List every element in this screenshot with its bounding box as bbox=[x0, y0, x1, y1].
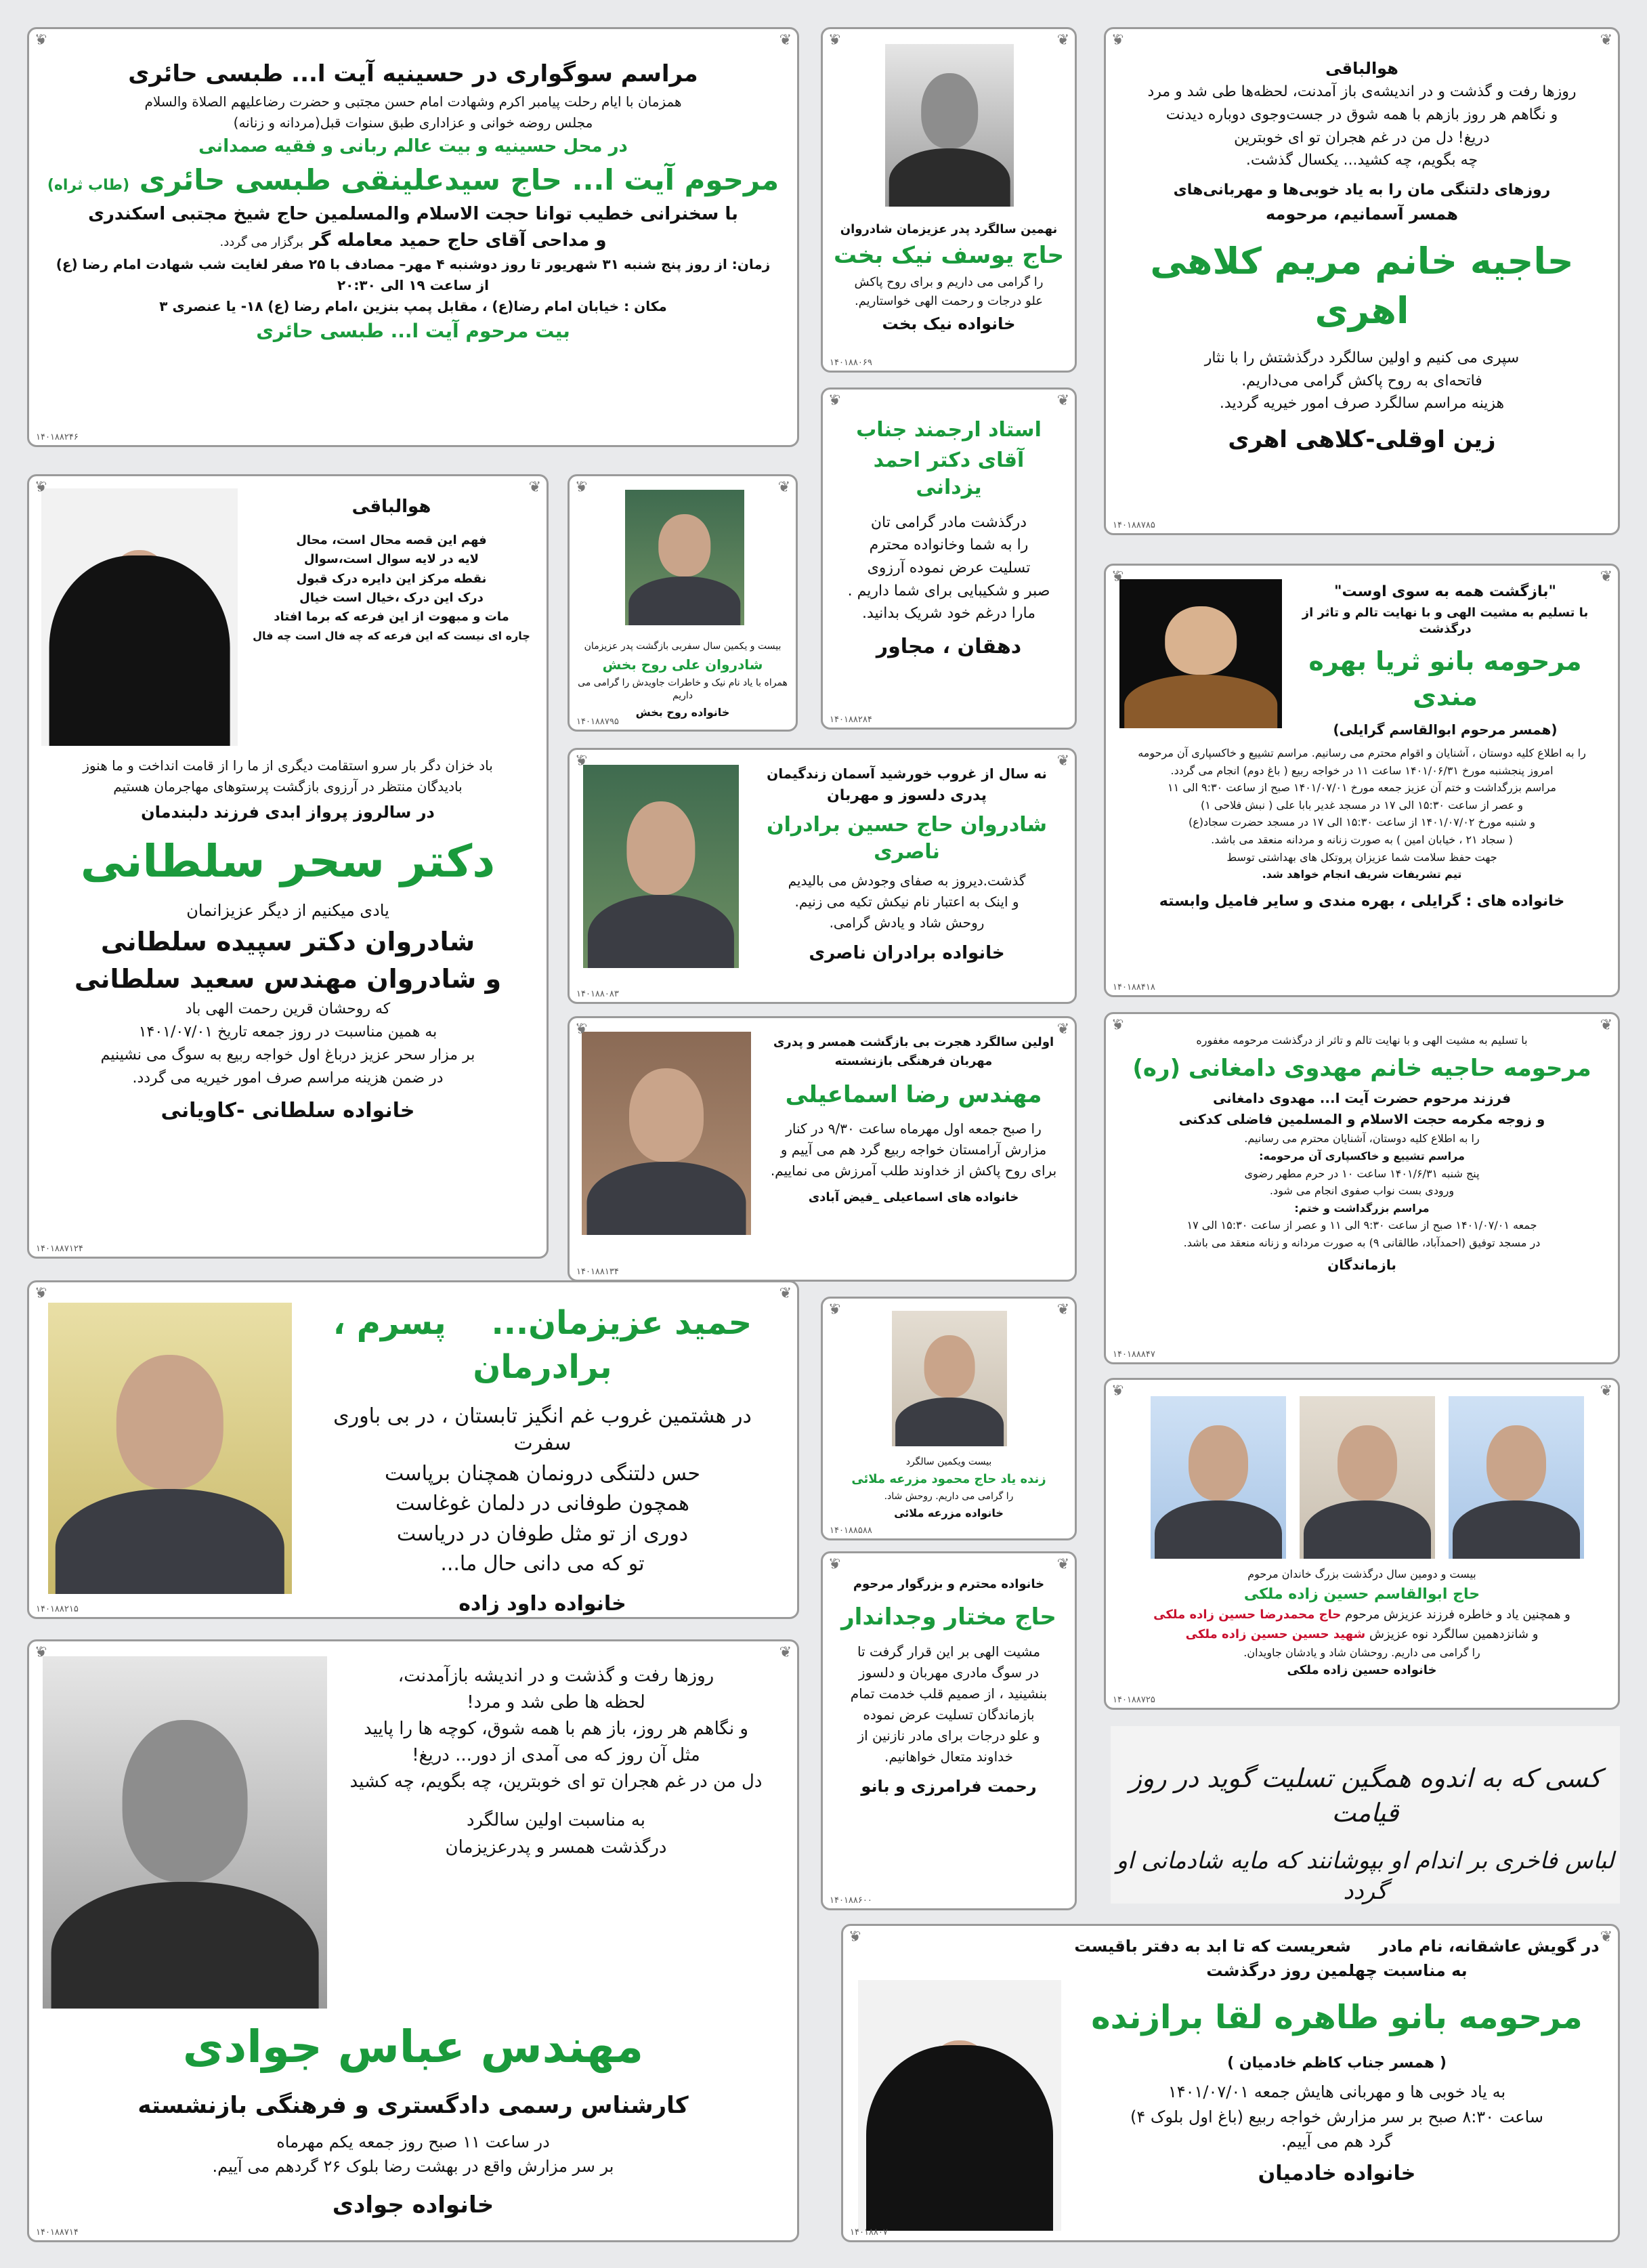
notice-mourning-ceremony bbox=[27, 27, 799, 447]
ad-code: ۱۴۰۱۸۸۰۸۳ bbox=[576, 989, 619, 999]
notice-line: را گرامی می داریم و برای روح پاکش bbox=[854, 275, 1044, 290]
notice-location: مکان : خیابان امام رضا(ع) ، مقابل پمپ بنزین ،امام رضا (ع) ۱۸- یا عنصری ۳ bbox=[159, 297, 667, 314]
notice-line: در مسجد توفیق (احمدآباد، طالقانی ۹) به صورت مردانه و زنانه منعقد می باشد. bbox=[1183, 1236, 1541, 1250]
portrait-photo bbox=[1449, 1396, 1584, 1559]
poem-line: نقطه مرکز این دایره درک قبول bbox=[296, 571, 487, 586]
deceased-name-text: مرحوم آیت ا... حاج سیدعلینقی طبسی حائری bbox=[139, 163, 779, 196]
notice-signature: خانواده جوادی bbox=[332, 2191, 494, 2219]
poem-line: مثل آن روز که می آمدی از دور... دریغ! bbox=[412, 1745, 700, 1766]
notice-line: در سوگ مادری مهربان و دلسوز bbox=[858, 1664, 1040, 1681]
notice-nikbakht bbox=[821, 27, 1077, 373]
portrait-photo bbox=[583, 765, 739, 968]
notice-line: تیم تشریفات شریف انجام خواهد شد. bbox=[1262, 868, 1462, 881]
notice-line: ❦ با تسلیم به مشیت الهی و با نهایت تالم و تاثر از درگذشت مرحومه مغفوره bbox=[1196, 1034, 1528, 1047]
ad-code: ۱۴۰۱۸۸۸۴۷ bbox=[1113, 1349, 1155, 1360]
portrait-photo bbox=[41, 488, 238, 746]
notice-line: سپری می کنیم و اولین سالگرد درگذشتش را با نثار bbox=[1204, 350, 1520, 366]
poem-line: لایه در لایه سوال است،سوال bbox=[303, 552, 479, 567]
notice-line: همزمان با ایام رحلت پیامبر اکرم وشهادت امام حسن مجتبی و حضرت رضاعلیهم الصلاة والسلام bbox=[144, 93, 682, 110]
notice-line: ❦ اولین سالگرد هجرت بی بازگشت همسر و پدری bbox=[773, 1035, 1054, 1049]
calligraphy-line: لباس فاخری بر اندام او بپوشانند که مایه شادمانی او گردد bbox=[1116, 1847, 1614, 1906]
notice-line: بر سر مزارش واقع در بهشت رضا بلوک ۲۶ گردهم می آییم. bbox=[212, 2157, 614, 2177]
notice-line: ❦ نهمین سالگرد پدر عزیزمان شادروان bbox=[840, 222, 1058, 236]
notice-line: را به اطلاع کلیه دوستان، آشنایان محترم می رسانیم. bbox=[1244, 1132, 1480, 1146]
poem-line: روزها رفت و گذشت و در اندیشه‌ی باز آمدنت، لحظه‌ها طی شد و مرد bbox=[1147, 83, 1577, 101]
portrait-photo bbox=[858, 1980, 1061, 2231]
notice-vejdandar bbox=[821, 1551, 1077, 1910]
notice-line: که روحشان قرین رحمت الهی باد bbox=[185, 1001, 391, 1018]
notice-soltani bbox=[27, 474, 549, 1259]
notice-signature: خانواده برادران ناصری bbox=[809, 942, 1005, 963]
notice-davoudzadeh bbox=[27, 1280, 799, 1619]
notice-line: ورودی بست نواب صفوی انجام می شود. bbox=[1269, 1184, 1455, 1198]
notice-line: بر مزار سحر عزیز درباغ اول خواجه ربیع به سوگ می نشینیم bbox=[100, 1046, 475, 1064]
notice-line: و زوجه مکرمه حجت الاسلام و المسلمین فاضلی کدکنی bbox=[1178, 1111, 1545, 1128]
ad-code: ۱۴۰۱۸۸۰۶۹ bbox=[830, 358, 872, 368]
notice-line: (همسر مرحوم ابوالقاسم گرایلی) bbox=[1333, 721, 1558, 738]
calligraphy-quote bbox=[1111, 1726, 1620, 1904]
calligraphy-line: کسی که به اندوه همگین تسلیت گوید در روز قیامت bbox=[1129, 1763, 1602, 1828]
poem-line: دوری از تو مثل طوفان در دریاست bbox=[396, 1521, 689, 1546]
ad-code: ۱۴۰۱۸۸۷۸۵ bbox=[1113, 520, 1155, 530]
poem-line: دریغ! دل من در غم هجران تو ای خوبترین bbox=[1234, 129, 1490, 146]
notice-signature: خانواده خادمیان bbox=[1258, 2162, 1416, 2186]
poem-line: و نگاهم هر روز، باز هم با همه شوق، کوچه ها را پایید bbox=[364, 1719, 748, 1740]
notice-signature: خانواده داود زاده bbox=[458, 1591, 626, 1616]
ad-code: ۱۴۰۱۸۸۰۷ bbox=[850, 2227, 888, 2238]
title-part: حمید عزیزمان... bbox=[491, 1304, 752, 1342]
deceased-name: دکتر سحر سلطانی bbox=[80, 835, 496, 888]
notice-line: و شنبه مورخ ۱۴۰۱/۰۷/۰۲ از ساعت ۱۵:۳۰ الی ۱۷ در مسجد حضرت سجاد(ع) bbox=[1189, 816, 1535, 829]
notice-line: در ضمن هزینه مراسم صرف امور خیریه می گردد. bbox=[132, 1069, 444, 1087]
portrait-photo bbox=[885, 44, 1014, 207]
notice-line: ❦ بیست و یکمین سال سفربی بازگشت پدر عزیزمان bbox=[584, 641, 782, 652]
notice-line: ❦ نه سال از غروب خورشید آسمان زندگیمان bbox=[767, 765, 1047, 782]
notice-line: خداوند متعال خواهانیم. bbox=[884, 1748, 1014, 1765]
notice-signature: خانواده مزرعه ملائی bbox=[894, 1507, 1004, 1520]
notice-line: روزهای دلتنگی مان را به یاد خوبی‌ها و مهربانی‌های bbox=[1173, 182, 1551, 199]
notice-line: را به شما وخانواده محترم bbox=[869, 537, 1029, 554]
notice-line: را صبح جمعه اول مهرماه ساعت ۹/۳۰ در کنار bbox=[786, 1120, 1042, 1137]
notice-line-text: برگزار می گردد. bbox=[219, 234, 303, 249]
ad-code: ۱۴۰۱۸۸۷۹۵ bbox=[576, 717, 619, 727]
poem-line: دل من در غم هجران تو ای خوبترین، چه بگویم، چه کشید bbox=[349, 1771, 763, 1792]
notice-time: از ساعت ۱۹ الی ۲۰:۳۰ bbox=[337, 276, 490, 293]
notice-line: و عصر از ساعت ۱۵:۳۰ الی ۱۷ در مسجد غدیر بابا علی ( نبش فلاحی ۱) bbox=[1200, 798, 1524, 812]
notice-line: گرد هم می آییم. bbox=[1281, 2132, 1392, 2151]
notice-rouhbakhsh bbox=[568, 474, 798, 732]
notice-line bbox=[1114, 1626, 1610, 1643]
notice-line: فاتحه‌ای به روح پاکش گرامی می‌داریم. bbox=[1241, 372, 1482, 390]
notice-line: را گرامی می داریم. روحش شاد. bbox=[884, 1491, 1014, 1503]
notice-line: مراسم تشییع و خاکسپاری آن مرحومه: bbox=[1259, 1150, 1465, 1163]
notice-title bbox=[1069, 1935, 1604, 1957]
deceased-name: مرحومه بانو ثریا بهره مندی bbox=[1308, 646, 1582, 711]
notice-mazraeh-mollaei bbox=[821, 1297, 1077, 1540]
notice-line: به مناسبت اولین سالگرد bbox=[466, 1810, 646, 1831]
poem-line: لحظه ها طی شد و مرد! bbox=[467, 1692, 645, 1713]
ad-code: ۱۴۰۱۸۸۲۸۴ bbox=[830, 715, 872, 725]
notice-line: بنشینید ، از صمیم قلب خدمت تمام bbox=[850, 1685, 1048, 1702]
notice-line: کارشناس رسمی دادگستری و فرهنگی بازنشسته bbox=[137, 2092, 689, 2120]
deceased-name-3: شهید حسین حسین زاده ملکی bbox=[1185, 1626, 1366, 1641]
deceased-name: زنده یاد حاج محمود مزرعه ملائی bbox=[851, 1471, 1046, 1486]
notice-line: به یاد خوبی ها و مهربانی هایش جمعه ۱۴۰۱/۰۷/۰۱ bbox=[1168, 2082, 1506, 2102]
notice-title: ❦ هوالباقی bbox=[1325, 59, 1398, 78]
deceased-name: حاجیه خانم مریم کلاهی اهری bbox=[1150, 240, 1574, 333]
poem-line: در هشتمین غروب غم انگیز تابستان ، در بی باوری سفرت bbox=[333, 1404, 752, 1456]
notice-line: ❦ خانواده محترم و بزرگوار مرحوم bbox=[853, 1577, 1045, 1591]
notice-line: بادیدگان منتظر در آرزوی بازگشت پرستوهای مهاجرمان هستیم bbox=[113, 778, 463, 795]
poem-part: در گویش عاشقانه، نام مادر bbox=[1379, 1937, 1600, 1956]
ad-code: ۱۴۰۱۸۸۷۱۲۴ bbox=[36, 1244, 83, 1254]
portrait-photo bbox=[43, 1656, 327, 2009]
notice-line: ❦ استاد ارجمند جناب bbox=[856, 418, 1042, 442]
notice-line: گذشت.دیروز به صفای وجودش می بالیدیم bbox=[788, 872, 1026, 889]
notice-esmaeili bbox=[568, 1016, 1077, 1282]
notice-title bbox=[305, 1301, 779, 1389]
portrait-photo bbox=[582, 1032, 751, 1235]
deceased-name-2: شادروان دکتر سپیده سلطانی bbox=[100, 926, 475, 957]
notice-signature: خانواده سلطانی -کاویانی bbox=[161, 1099, 415, 1123]
notice-barazandeh bbox=[841, 1924, 1620, 2242]
notice-line: ❦ بیست ویکمین سالگرد bbox=[905, 1456, 992, 1467]
deceased-name bbox=[44, 161, 782, 200]
poem-line: چاره ای نیست که این فرعه که چه فال است چه فال bbox=[253, 629, 530, 642]
ad-code: ۱۴۰۱۸۸۷۲۵ bbox=[1113, 1695, 1155, 1705]
notice-line: مشیت الهی بر این قرار گرفت تا bbox=[857, 1643, 1041, 1660]
poem-part: شعریست که تا ابد به دفتر باقیست bbox=[1074, 1937, 1351, 1956]
notice-line: همراه با یاد نام نیک و خاطرات جاویدش را گرامی می داریم bbox=[578, 677, 788, 701]
notice-signature: خانواده های اسماعیلی _فیض آبادی bbox=[808, 1190, 1019, 1205]
notice-line: مراسم بزرگداشت و ختم: bbox=[1294, 1201, 1430, 1215]
notice-line: فرزند مرحوم حضرت آیت ا... مهدوی دامغانی bbox=[1212, 1090, 1512, 1107]
notice-line: درگذشت مادر گرامی تان bbox=[870, 513, 1027, 531]
notice-signature: خانواده روح بخش bbox=[635, 705, 730, 719]
notice-line: با سخنرانی خطیب توانا حجت الاسلام والمسلمین حاج شیخ مجتبی اسکندری bbox=[88, 203, 738, 224]
notice-line: تسلیت عرض نموده آرزوی bbox=[867, 559, 1031, 576]
notice-signature: رحمت فرامرزی و بانو bbox=[861, 1777, 1037, 1797]
notice-line bbox=[1114, 1607, 1610, 1623]
notice-title: ❦ "بازگشت همه به سوی اوست" bbox=[1334, 583, 1556, 600]
notice-signature: بازماندگان bbox=[1327, 1256, 1396, 1273]
notice-line: ❦ بیست و دومین سال درگذشت بزرگ خاندان مرحوم bbox=[1247, 1568, 1476, 1580]
notice-line: ( همسر جناب کاظم خادمیان ) bbox=[1227, 2054, 1447, 2072]
notice-line-text: و همچنین یاد و خاطره فرزند عزیزش مرحوم bbox=[1345, 1608, 1570, 1622]
poem-line: همچون طوفانی در دلمان غوغاست bbox=[395, 1492, 689, 1516]
ad-code: ۱۴۰۱۸۸۶۰۰ bbox=[830, 1895, 872, 1906]
deceased-name: حاج ابوالقاسم حسین زاده ملکی bbox=[1243, 1585, 1480, 1603]
deceased-name: حاج یوسف نیک بخت bbox=[833, 242, 1065, 270]
notice-line: برای روح پاکش از خداوند طلب آمرزش می نماییم. bbox=[770, 1162, 1057, 1179]
notice-line: علو درجات و رحمت الهی خواستاریم. bbox=[854, 294, 1044, 309]
notice-line: یادی میکنیم از دیگر عزیزانمان bbox=[186, 901, 389, 921]
ad-code: ۱۴۰۱۸۸۱۳۴ bbox=[576, 1267, 619, 1277]
recipient-name: آقای دکتر احمد یزدانی bbox=[873, 448, 1025, 499]
notice-hosseinzadeh-maleki bbox=[1104, 1378, 1620, 1710]
notice-signature: خانواده حسین زاده ملکی bbox=[1287, 1663, 1437, 1678]
notice-line: را به اطلاع کلیه دوستان ، آشنایان و اقوام محترم می رسانیم. مراسم تشییع و خاکسپاری آن مرحومه bbox=[1138, 747, 1586, 759]
ad-code: ۱۴۰۱۸۸۵۸۸ bbox=[830, 1526, 872, 1536]
notice-line: جمعه ۱۴۰۱/۰۷/۰۱ صبح از ساعت ۹:۳۰ الی ۱۱ و عصر از ساعت ۱۵:۳۰ الی ۱۷ bbox=[1186, 1219, 1537, 1232]
notice-line: ساعت ۸:۳۰ صبح بر سر مزارش خواجه ربیع (باغ اول بلوک ۴) bbox=[1130, 2107, 1544, 2126]
deceased-name-tag: (طاب ثراه) bbox=[47, 176, 130, 194]
notice-title: ❦ مراسم سوگواری در حسینیه آیت ا... طبسی حائری bbox=[128, 60, 698, 87]
notice-line-text: و شانزدهمین سالگرد نوه عزیزش bbox=[1369, 1626, 1539, 1641]
notice-javadi bbox=[27, 1639, 799, 2242]
notice-title: ❦ هوالباقی bbox=[351, 497, 431, 517]
notice-line: روحش شاد و یادش گرامی. bbox=[829, 914, 985, 931]
notice-line: هزینه مراسم سالگرد صرف امور خیریه گردید. bbox=[1219, 395, 1505, 413]
deceased-name: شادروان علی روح بخش bbox=[602, 656, 763, 673]
poem-line: و نگاهم هر روز بازهم با همه شوق در جست‌وجوی دوباره دیدنت bbox=[1165, 106, 1558, 124]
notice-signature: خانواده های : گرایلی ، بهره مندی و سایر فامیل وابسته bbox=[1159, 892, 1565, 910]
poem-line: فهم این قصه محال است، محال bbox=[296, 533, 487, 548]
deceased-name: مهندس رضا اسماعیلی bbox=[785, 1080, 1042, 1108]
poem-line: چه بگویم، چه کشید... یکسال گذشت. bbox=[1245, 152, 1478, 169]
notice-line: به همین مناسبت در روز جمعه تاریخ ۱۴۰۱/۰۷/۰۱ bbox=[138, 1024, 437, 1041]
notice-line: با تسلیم به مشیت الهی و با نهایت تالم و تاثر از درگذشت bbox=[1302, 605, 1589, 636]
notice-mahdavi-damghani bbox=[1104, 1012, 1620, 1364]
notice-naseri bbox=[568, 748, 1077, 1004]
notice-line: مارا درغم خود شریک بدانید. bbox=[862, 605, 1035, 623]
notice-yazdani bbox=[821, 387, 1077, 730]
notice-line: مهربان فرهنگی بازنشسته bbox=[834, 1054, 993, 1069]
notice-signature: بیت مرحوم آیت ا... طبسی حائری bbox=[256, 319, 570, 342]
deceased-name-3: و شادروان مهندس سعید سلطانی bbox=[74, 964, 502, 994]
notice-line: و اینک به اعتبار نام نیکش تکیه می زنیم. bbox=[794, 893, 1019, 910]
notice-line: همسر آسمانیم، مرحومه bbox=[1265, 204, 1458, 224]
ad-code: ۱۴۰۱۸۸۷۱۴ bbox=[36, 2227, 79, 2238]
notice-line: را گرامی می داریم. روحشان شاد و یادشان جاویدان. bbox=[1243, 1645, 1480, 1659]
notice-line bbox=[44, 229, 782, 253]
notice-line: پنج شنبه ۱۴۰۱/۶/۳۱ ساعت ۱۰ در حرم مطهر رضوی bbox=[1244, 1167, 1480, 1180]
notice-line: باد خزان دگر بار سرو استقامت دیگری از ما را از قامت انداخت و ما هنوز bbox=[83, 757, 493, 774]
portrait-photo bbox=[1300, 1396, 1435, 1559]
poem-line: تو که می دانی حال ما... bbox=[440, 1552, 645, 1576]
notice-line: بازماندگان تسلیت عرض نموده bbox=[863, 1706, 1035, 1723]
notice-bahremandi bbox=[1104, 564, 1620, 997]
ad-code: ۱۴۰۱۸۸۲۱۵ bbox=[36, 1604, 79, 1614]
poem-line: حس دلتنگی درونمان همچنان برپاست bbox=[384, 1461, 701, 1486]
deceased-name-2: حاج محمدرضا حسین زاده ملکی bbox=[1153, 1608, 1342, 1622]
notice-line: به مناسبت چهلمین روز درگذشت bbox=[1206, 1961, 1468, 1981]
portrait-photo bbox=[48, 1303, 292, 1594]
notice-line: ( سجاد ۲۱ ، خیابان امین ) به صورت زنانه و مردانه منعقد می باشد. bbox=[1211, 833, 1513, 846]
portrait-photo bbox=[1119, 579, 1282, 728]
poem-line: ❦ روزها رفت و گذشت و در اندیشه بازآمدنت، bbox=[398, 1666, 714, 1686]
notice-line: در ساعت ۱۱ صبح روز جمعه یکم مهرماه bbox=[276, 2132, 550, 2151]
deceased-name: مرحومه حاجیه خانم مهدوی دامغانی (ره) bbox=[1132, 1054, 1591, 1082]
notice-line: در محل حسینیه و بیت عالم ربانی و فقیه صمدانی bbox=[198, 135, 628, 156]
poem-line: مات و مبهوت از این فرعه که برما افتاد bbox=[274, 610, 509, 625]
notice-line: جهت حفظ سلامت شما عزیزان پروتکل های بهداشتی توسط bbox=[1226, 850, 1497, 864]
notice-line-text: و مداحی آقای حاج حمید معامله گر bbox=[309, 230, 607, 251]
notice-time: زمان: از روز پنج شنبه ۳۱ شهریور تا روز دوشنبه ۴ مهر– مصادف با ۲۵ صفر لغایت شب شهادت امام رضا (ع) bbox=[56, 255, 771, 272]
notice-line: در سالروز پرواز ابدی فرزند دلبندمان bbox=[141, 803, 435, 822]
notice-line: مراسم بزرگداشت و ختم آن عزیز جمعه مورخ ۱۴۰۱/۰۷/۰۱ صبح از ساعت ۹:۳۰ الی ۱۱ bbox=[1168, 781, 1556, 795]
deceased-name: مهندس عباس جوادی bbox=[182, 2021, 644, 2073]
title-part: پسرم ، برادرمان bbox=[333, 1304, 612, 1386]
notice-line: درگذشت همسر و پدرعزیزمان bbox=[445, 1836, 667, 1857]
deceased-name: شادروان حاج حسین برادران ناصری bbox=[767, 812, 1047, 864]
portrait-photo bbox=[625, 490, 744, 625]
portrait-photo bbox=[892, 1311, 1007, 1446]
notice-line: صبر و شکیبایی برای شما داریم . bbox=[847, 582, 1050, 600]
notice-line: مزارش آرامستان خواجه ربیع گرد هم می آییم و bbox=[780, 1141, 1047, 1158]
ad-code: ۱۴۰۱۸۸۲۴۶ bbox=[36, 432, 79, 442]
deceased-name: مرحومه بانو طاهره لقا برازنده bbox=[1091, 1998, 1583, 2036]
notice-line: و علو درجات برای مادر نازنین از bbox=[857, 1727, 1040, 1744]
poem-line: درک این درک ،خیال است خیال bbox=[299, 590, 484, 605]
notice-signature: دهقان ، مجاور bbox=[876, 634, 1022, 658]
recipient-name: حاج مختار وجداندار bbox=[841, 1603, 1056, 1631]
notice-line: پدری دلسوز و مهربان bbox=[827, 787, 987, 804]
ad-code: ۱۴۰۱۸۸۴۱۸ bbox=[1113, 982, 1155, 992]
notice-signature: زین اوقلی-کلاهی اهری bbox=[1228, 426, 1496, 454]
portrait-photo bbox=[1151, 1396, 1286, 1559]
notice-line: امروز پنجشنبه مورخ ۱۴۰۱/۰۶/۳۱ ساعت ۱۱ در خواجه ربیع ( باغ دوم) انجام می گردد. bbox=[1170, 763, 1554, 777]
notice-signature: خانواده نیک بخت bbox=[882, 314, 1016, 333]
notice-line: مجلس روضه خوانی و عزاداری طبق سنوات قبل(مردانه و زنانه) bbox=[233, 114, 593, 131]
notice-kolahi-ahari bbox=[1104, 27, 1620, 535]
